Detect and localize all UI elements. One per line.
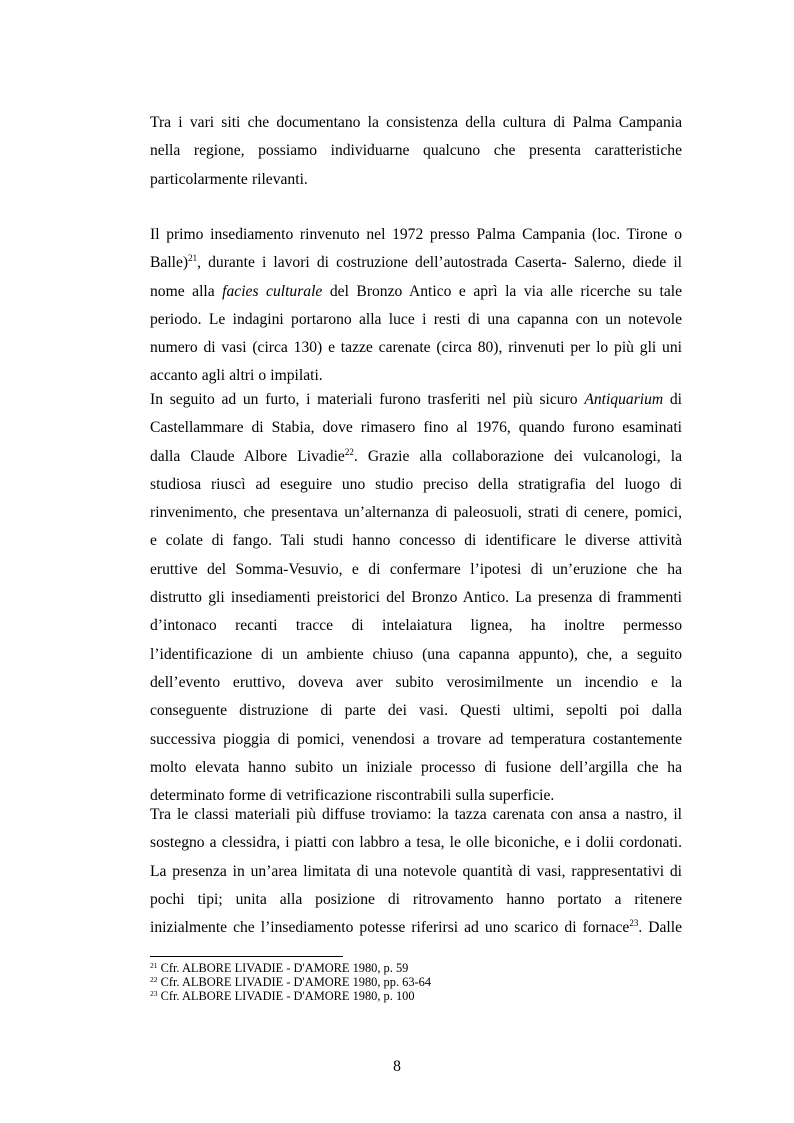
text-line: l’identificazione di un ambiente chiuso (una capanna appunto), che, a seguito xyxy=(150,645,682,663)
text-line: successiva pioggia di pomici, venendosi a trovare ad temperatura costantemente xyxy=(150,730,682,748)
text-line xyxy=(150,249,682,277)
footnote xyxy=(150,976,690,989)
italic-term: facies culturale xyxy=(222,282,323,300)
text-line: Il primo insediamento rinvenuto nel 1972 presso Palma Campania (loc. Tirone o xyxy=(150,226,682,243)
text-line: sostegno a clessidra, i piatti con labbro a tesa, le olle biconiche, e i dolii cordonati. xyxy=(150,834,682,852)
text-line: distrutto gli insediamenti preistorici del Bronzo Antico. La presenza di frammenti xyxy=(150,589,682,607)
text-line: nella regione, possiamo individuarne qualcuno che presenta caratteristiche xyxy=(150,142,682,160)
footnote xyxy=(150,962,690,975)
text-line xyxy=(150,386,682,414)
text-line: periodo. Le indagini portarono alla luce i resti di una capanna con un notevole xyxy=(150,310,682,328)
footnote-ref[interactable]: 21 xyxy=(188,253,198,264)
footnote-text: Cfr. ALBORE LIVADIE - D'AMORE 1980, pp. 63-64 xyxy=(157,975,432,989)
text-line xyxy=(150,914,682,942)
text-segment: In seguito ad un furto, i materiali furono trasferiti nel più sicuro xyxy=(150,391,585,408)
text-line: numero di vasi (circa 130) e tazze carenate (circa 80), rinvenuti per lo più gli uni xyxy=(150,339,682,357)
text-line: determinato forme di vetrificazione riscontrabili sulla superficie. xyxy=(150,787,555,805)
text-line: pochi tipi; unita alla posizione di ritrovamento hanno portato a ritenere xyxy=(150,890,682,908)
text-line: Tra le classi materiali più diffuse troviamo: la tazza carenata con ansa a nastro, il xyxy=(150,806,682,823)
text-line: dell’evento eruttivo, doveva aver subito verosimilmente un incendio e la xyxy=(150,673,682,691)
text-line: particolarmente rilevanti. xyxy=(150,170,308,188)
page-number: 8 xyxy=(393,1058,401,1075)
footnote-separator xyxy=(150,956,343,957)
text-segment: inizialmente che l’insediamento potesse riferirsi ad uno scarico di fornace xyxy=(150,919,630,937)
footnote xyxy=(150,990,690,1003)
text-line: conseguente distruzione di parte dei vasi. Questi ultimi, sepolti poi dalla xyxy=(150,702,682,720)
paragraph-analysis xyxy=(150,386,682,810)
footnote-number: 21 xyxy=(150,961,158,970)
text-line: Tra i vari siti che documentano la consistenza della cultura di Palma Campania xyxy=(150,114,682,131)
footnote-number: 23 xyxy=(150,989,158,998)
text-line: La presenza in un’area limitata di una notevole quantità di vasi, rappresentativi di xyxy=(150,862,682,880)
paragraph-intro xyxy=(150,109,682,194)
text-segment: . Grazie alla collaborazione dei vulcanologi, la xyxy=(353,447,682,465)
text-segment: Balle) xyxy=(150,254,189,272)
footnote-text: Cfr. ALBORE LIVADIE - D'AMORE 1980, p. 59 xyxy=(157,961,409,975)
text-segment: del Bronzo Antico e aprì la via alle ricerche su tale xyxy=(322,282,682,300)
text-line: studiosa riuscì ad eseguire uno studio preciso della stratigrafia del luogo di xyxy=(150,475,682,493)
text-line: e colate di fango. Tali studi hanno concesso di identificare le diverse attività xyxy=(150,532,682,550)
text-segment: dalla Claude Albore Livadie xyxy=(150,447,345,465)
text-line: d’intonaco recanti tracce di intelaiatura lignea, ha inoltre permesso xyxy=(150,617,682,635)
italic-term: Antiquarium xyxy=(584,391,664,408)
text-line xyxy=(150,278,682,306)
text-line xyxy=(150,443,682,471)
footnote-text: Cfr. ALBORE LIVADIE - D'AMORE 1980, p. 100 xyxy=(157,989,415,1003)
text-line: eruttive del Somma-Vesuvio, e di confermare l’ipotesi di un’eruzione che ha xyxy=(150,560,682,578)
text-line: Castellammare di Stabia, dove rimasero fino al 1976, quando furono esaminati xyxy=(150,419,682,437)
footnote-ref[interactable]: 22 xyxy=(344,446,354,457)
text-segment: . Dalle xyxy=(638,919,682,937)
text-segment: nome alla xyxy=(150,282,223,300)
footnote-ref[interactable]: 23 xyxy=(629,918,639,929)
text-segment: di xyxy=(663,391,682,408)
paragraph-material-classes xyxy=(150,801,682,942)
text-line: molto elevata hanno subito un iniziale processo di fusione dell’argilla che ha xyxy=(150,758,682,776)
text-line: rinvenimento, che presentava un’alternanza di paleosuoli, strati di cenere, pomici, xyxy=(150,504,682,522)
footnote-number: 22 xyxy=(150,975,158,984)
paragraph-first-settlement xyxy=(150,221,682,391)
text-line: accanto agli altri o impilati. xyxy=(150,367,323,385)
text-segment: , durante i lavori di costruzione dell’autostrada Caserta- Salerno, diede il xyxy=(197,254,682,272)
